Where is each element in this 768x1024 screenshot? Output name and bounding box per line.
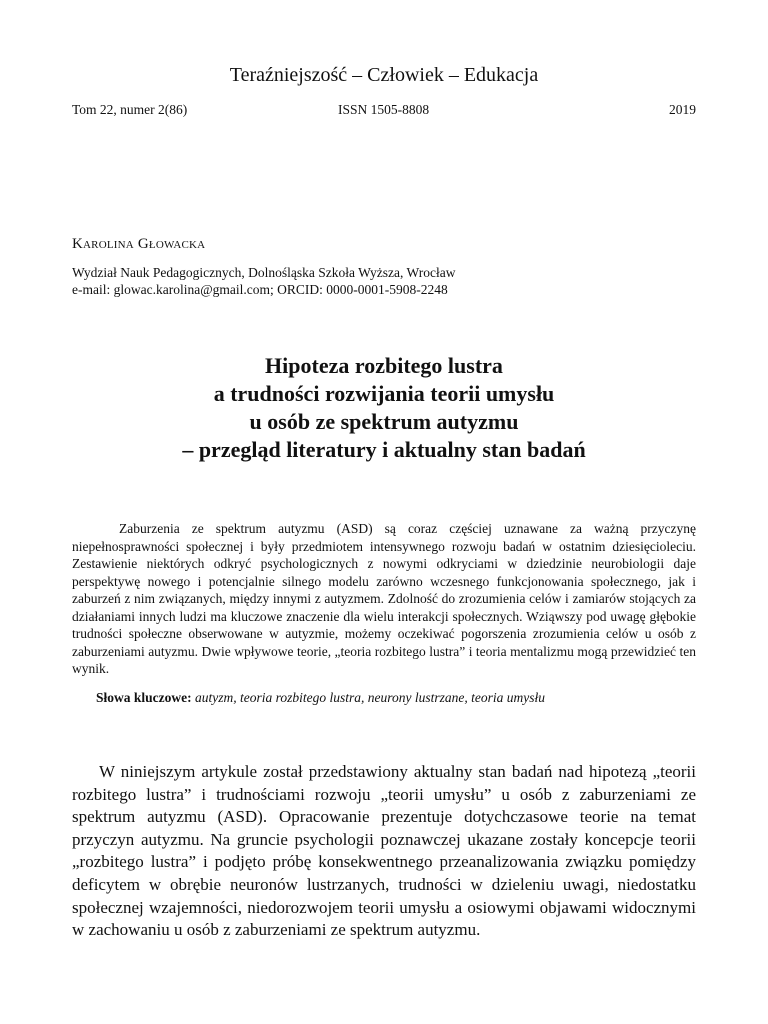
title-line: Hipoteza rozbitego lustra <box>265 353 503 378</box>
title-line: – przegląd literatury i aktualny stan badań <box>182 437 586 462</box>
journal-issn: ISSN 1505-8808 <box>338 102 430 117</box>
title-line: u osób ze spektrum autyzmu <box>249 409 519 434</box>
journal-volume: Tom 22, numer 2(86) <box>72 102 188 117</box>
journal-year: 2019 <box>669 102 696 117</box>
author-contact: e-mail: glowac.karolina@gmail.com; ORCID: 0000-0001-5908-2248 <box>72 282 448 297</box>
author-name: Karolina Głowacka <box>72 236 206 252</box>
title-line: a trudności rozwijania teorii umysłu <box>213 381 555 406</box>
keywords-list: autyzm, teoria rozbitego lustra, neurony lustrzane, teoria umysłu <box>195 690 545 705</box>
author-affiliation: Wydział Nauk Pedagogicznych, Dolnośląska Szkoła Wyższa, Wrocław <box>72 265 456 280</box>
journal-title: Teraźniejszość – Człowiek – Edukacja <box>229 64 539 86</box>
body-paragraph: W niniejszym artykule został przedstawiony aktualny stan badań nad hipotezą „teorii rozbitego lustra” i trudnościami rozwoju „teorii umysłu” u osób z zaburzeniami ze spektrum autyzmu (ASD). Opracowanie prezentuje dotychczasowe teorie na temat przyczyn autyzmu. Na gruncie psychologii poznawczej ukazane zostały koncepcje teorii „rozbitego lustra” i podjęto próbę konsekwentnego przeanalizowania związku pomiędzy deficytem w obrębie neuronów lustrzanych, trudności w dzieleniu uwagi, niedostatku społecznej wzajemności, niedorozwojem teorii umysłu a osiowymi objawami widocznymi w zachowaniu u osób z zaburzeniami ze spektrum autyzmu. <box>72 762 696 940</box>
author-info <box>72 264 696 298</box>
article-title <box>72 352 696 464</box>
keywords <box>96 690 696 706</box>
abstract <box>72 520 696 678</box>
abstract-text: Zaburzenia ze spektrum autyzmu (ASD) są coraz częściej uznawane za ważną przyczynę niepełnosprawności społecznej i były przedmiotem intensywnego rozwoju badań w ostatnim dziesięcioleciu. Zestawienie niektórych odkryć psychologicznych z nowymi odkryciami w dziedzinie neurobiologii daje perspektywę nowego i potencjalnie silnego modelu zarówno wczesnego funkcjonowania społecznego, jak i zaburzeń z nim związanych, między innymi z autyzmem. Zdolność do zrozumienia celów i zamiarów stojących za działaniami innych ludzi ma kluczowe znaczenie dla wielu interakcji społecznych. Wziąwszy pod uwagę głębokie trudności społeczne obserwowane w autyzmie, możemy oczekiwać pogorszenia zrozumienia celów u osób z zaburzeniami autyzmu. Dwie wpływowe teorie, „teoria rozbitego lustra” i teoria mentalizmu mogą przewidzieć ten wynik. <box>72 521 696 676</box>
keywords-label: Słowa kluczowe: <box>96 690 195 705</box>
